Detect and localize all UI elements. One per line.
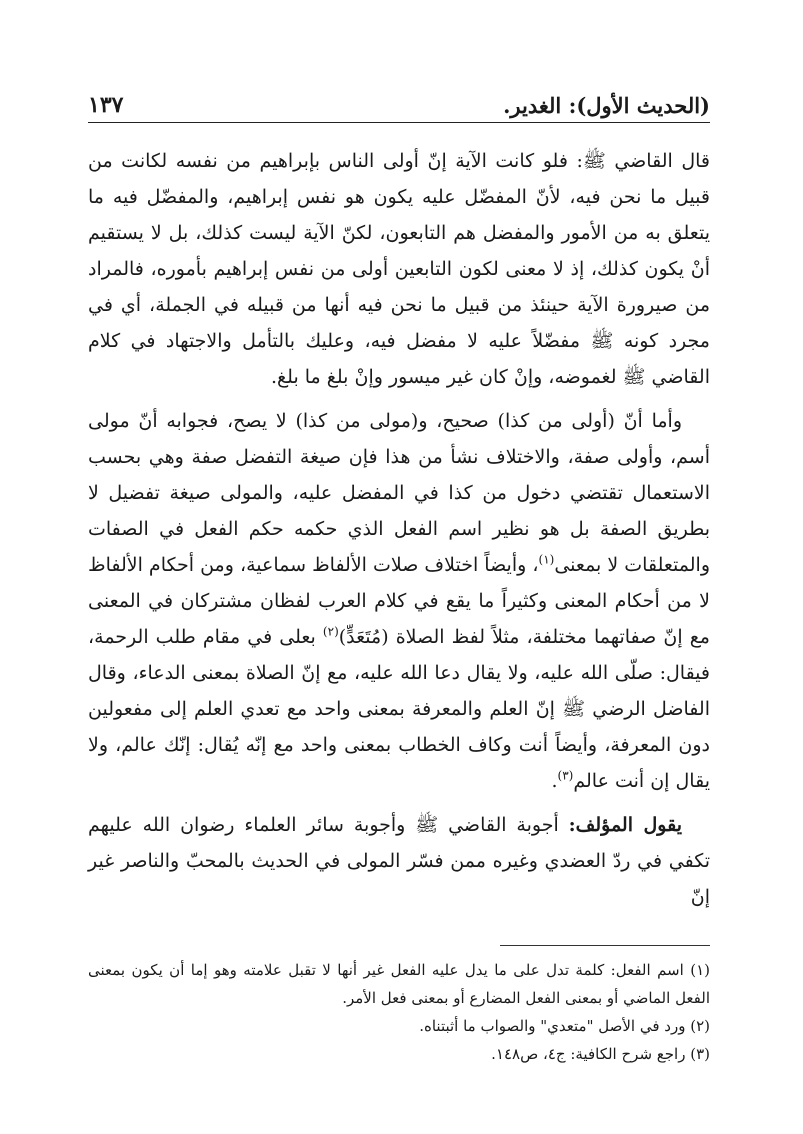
author-lead: يقول المؤلف:	[568, 814, 682, 836]
footnote-ref-3[interactable]: (٣)	[557, 768, 574, 783]
footnotes	[88, 956, 710, 1068]
main-text	[88, 143, 710, 915]
footnote-1: (١) اسم الفعل: كلمة تدل على ما يدل عليه الفعل غير أنها لا تقبل علامته وهو إما أن يكون بمعنى الفعل الماضي أو بمعنى الفعل المضارع أو بمعنى فعل الأمر.	[88, 961, 710, 1007]
running-header	[88, 78, 710, 123]
paragraph-1	[88, 143, 710, 395]
footnote-ref-2[interactable]: (٢)	[322, 624, 339, 639]
footnote-divider	[500, 945, 710, 946]
book-page	[88, 78, 710, 1068]
paragraph-3	[88, 807, 710, 915]
footnote-2: (٢) ورد في الأصل "متعدي" والصواب ما أثبتناه.	[419, 1017, 710, 1035]
footnote-3: (٣) راجع شرح الكافية: ج٤، ص١٤٨.	[491, 1045, 710, 1063]
paragraph-3-text: أجوبة القاضي ﷺ وأجوبة سائر العلماء رضوان الله عليهم تكفي في ردّ العضدي وغيره ممن فسّر المولى في الحديث بالمحبّ والناصر غير إنّ	[88, 814, 710, 908]
page-number: ١٣٧	[88, 92, 124, 118]
paragraph-2-part-1: وأما أنّ (أولى من كذا) صحيح، و(مولى من كذا) لا يصح، فجوابه أنّ مولى أسم، وأولى صفة، والاختلاف نشأ من هذا فإن صيغة التفضل صفة وهي بحسب الاستعمال تقتضي دخول من كذا في المفضل عليه، والمولى صيغة تفضيل لا بطريق الصفة بل هو نظير اسم الفعل الذي حكمه حكم الفعل في الصفات والمتعلقات لا بمعنى	[88, 410, 710, 576]
footnote-ref-1[interactable]: (١)	[538, 552, 555, 567]
paragraph-2-part-2: ، وأيضاً اختلاف صلات الألفاظ سماعية، ومن أحكام الألفاظ لا من أحكام المعنى وكثيراً ما يقع في كلام العرب لفظان مشتركان في المعنى مع إنّ صفاتهما مختلفة، مثلاً لفظ الصلاة (مُتَعَدٍّ)	[88, 554, 710, 648]
paragraph-2-part-3: بعلى في مقام طلب الرحمة، فيقال: صلّى الله عليه، ولا يقال دعا الله عليه، مع إنّ الصلاة بمعنى الدعاء، وقال الفاضل الرضي ﷺ إنّ العلم والمعرفة بمعنى واحد مع تعدي العلم إلى مفعولين دون المعرفة، وأيضاً أنت وكاف الخطاب بمعنى واحد مع إنّه يُقال: إنّك عالم، ولا يقال إن أنت عالم	[88, 626, 710, 792]
chapter-title: (الحديث الأول): الغدير.	[503, 93, 710, 118]
paragraph-2	[88, 403, 710, 799]
paragraph-2-part-4: .	[551, 770, 558, 792]
paragraph-1-text: قال القاضي ﷺ: فلو كانت الآية إنّ أولى الناس بإبراهيم من نفسه لكانت من قبيل ما نحن فيه، لأنّ المفضّل عليه يكون هو نفس إبراهيم، والمفضّل فيه ما يتعلق به من الأمور والمفضل هم التابعون، لكنّ الآية ليست كذلك، بل لا يستقيم أنْ يكون كذلك، إذ لا معنى لكون التابعين أولى من نفس إبراهيم بأموره، فالمراد من صيرورة الآية حينئذ من قبيل ما نحن فيه أنها من قبيله في الجملة، أي في مجرد كونه ﷺ مفضّلاً عليه لا مفضل فيه، وعليك بالتأمل والاجتهاد في كلام القاضي ﷺ لغموضه، وإنْ كان غير ميسور وإنْ بلغ ما بلغ.	[88, 150, 710, 388]
